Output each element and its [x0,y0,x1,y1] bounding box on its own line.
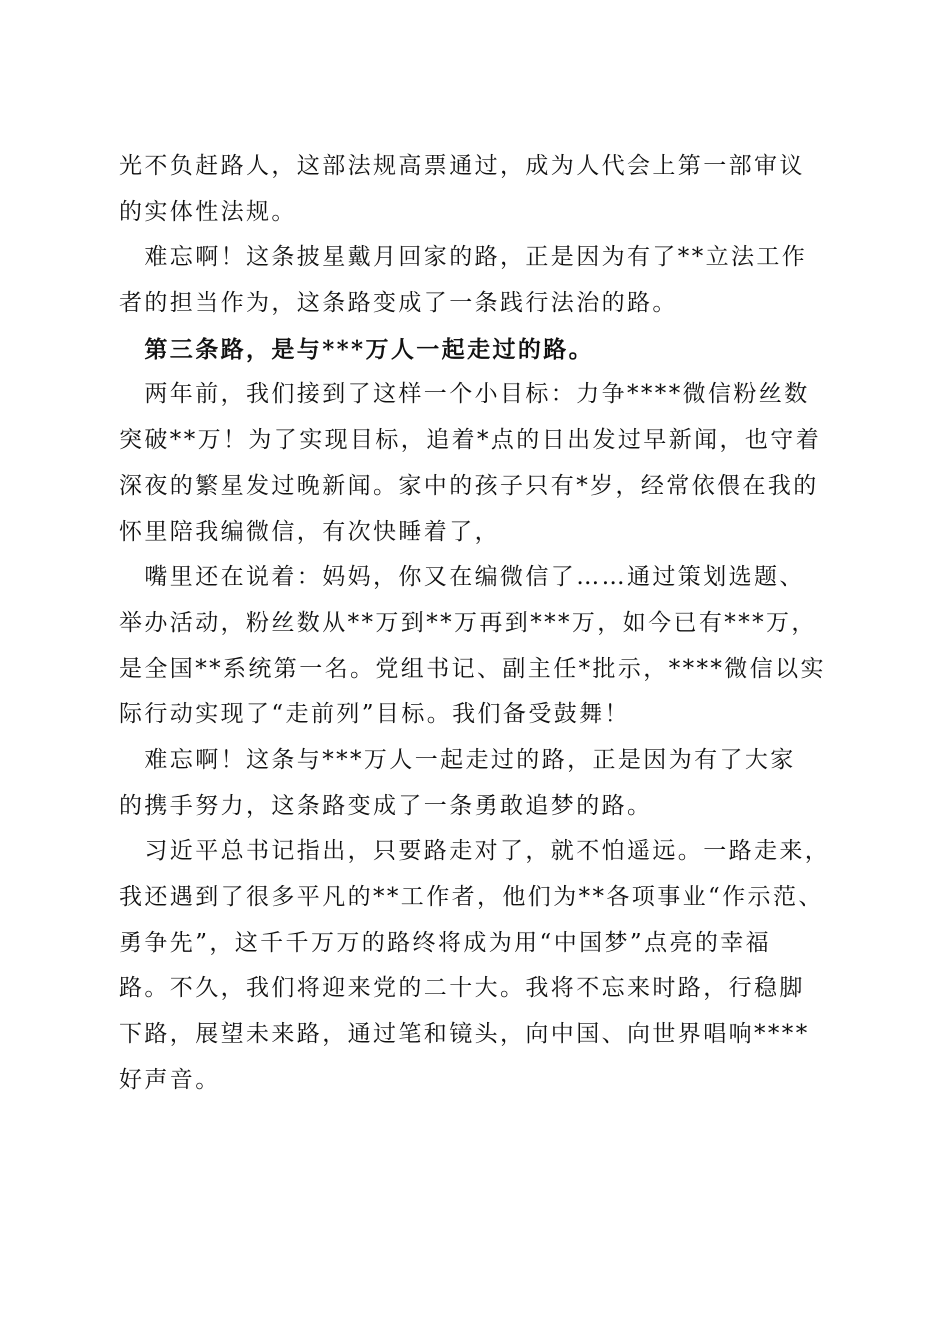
text-line: 际行动实现了“走前列”目标。我们备受鼓舞！ [119,701,630,728]
text-line: 勇争先”，这千千万万的路终将成为用“中国梦”点亮的幸福 [119,929,772,956]
text-line: 的携手努力，这条路变成了一条勇敢追梦的路。 [119,792,653,819]
text-line: 怀里陪我编微信，有次快睡着了， [119,518,500,545]
document-body [119,144,831,1103]
text-line: 路。不久，我们将迎来党的二十大。我将不忘来时路，行稳脚 [119,975,805,1002]
text-line: 难忘啊！这条与***万人一起走过的路，正是因为有了大家 [119,746,796,773]
text-line: 深夜的繁星发过晚新闻。家中的孩子只有*岁，经常依偎在我的 [119,472,819,499]
text-line: 的实体性法规。 [119,198,297,225]
text-line: 举办活动，粉丝数从**万到**万再到***万，如今已有***万， [119,609,817,636]
text-line: 是全国**系统第一名。党组书记、副主任*批示，****微信以实 [119,655,826,682]
text-line: 难忘啊！这条披星戴月回家的路，正是因为有了**立法工作 [119,244,808,271]
text-line: 下路，展望未来路，通过笔和镜头，向中国、向世界唱响**** [119,1021,810,1048]
text-line: 好声音。 [119,1066,221,1093]
text-line: 两年前，我们接到了这样一个小目标：力争****微信粉丝数 [119,381,810,408]
text-line: 者的担当作为，这条路变成了一条践行法治的路。 [119,290,678,317]
text-line: 嘴里还在说着：妈妈，你又在编微信了……通过策划选题、 [119,564,805,591]
text-line: 光不负赶路人，这部法规高票通过，成为人代会上第一部审议 [119,153,805,179]
text-line: 我还遇到了很多平凡的**工作者，他们为**各项事业“作示范、 [119,884,824,910]
text-line: 习近平总书记指出，只要路走对了，就不怕遥远。一路走来， [119,838,831,865]
section-heading: 第三条路，是与***万人一起走过的路。 [119,335,595,363]
text-line: 突破**万！为了实现目标，追着*点的日出发过早新闻，也守着 [119,427,822,454]
